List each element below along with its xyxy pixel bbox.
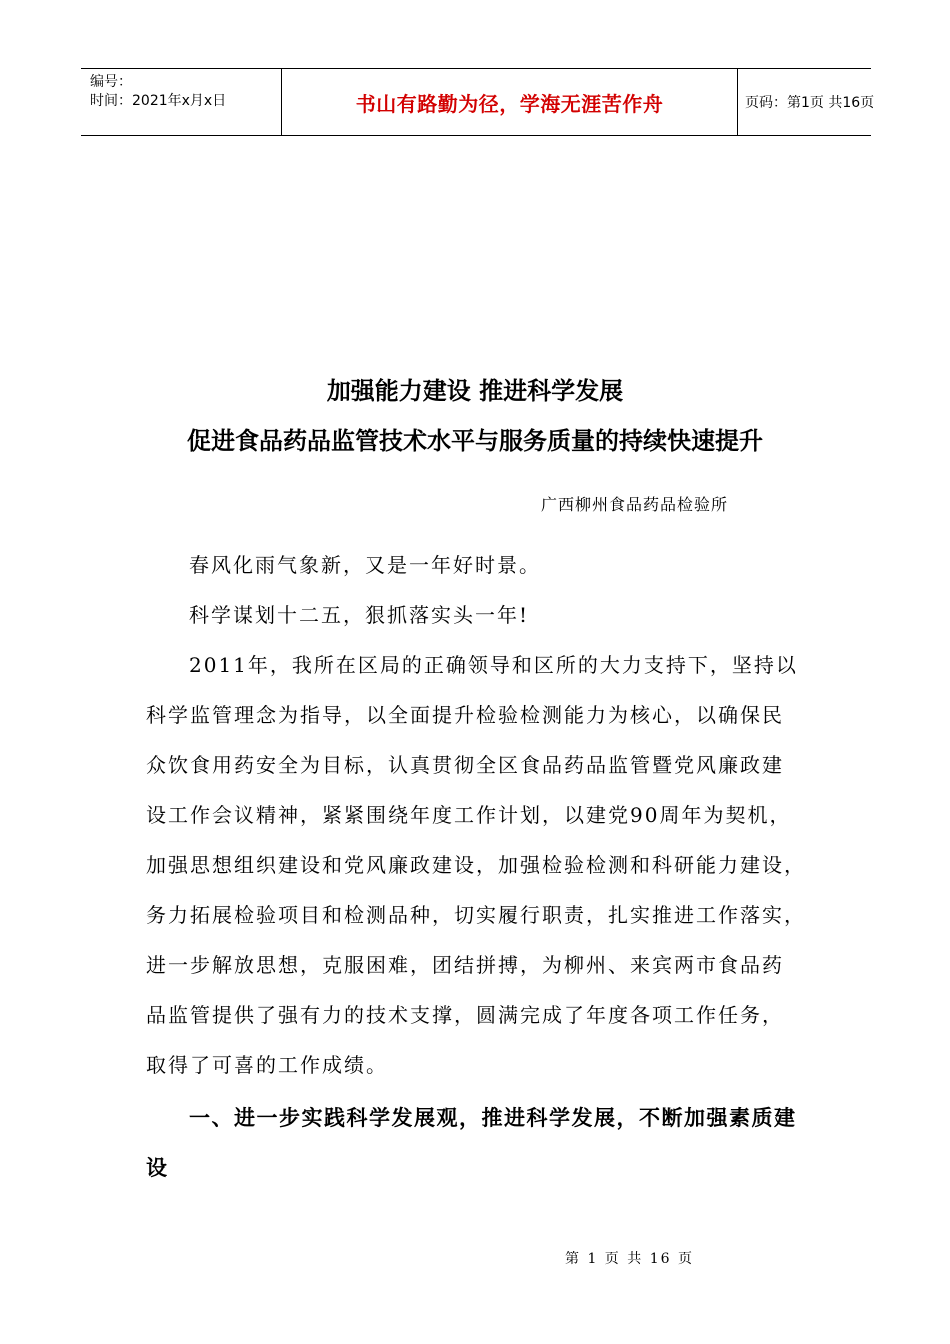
body-line: 务力拓展检验项目和检测品种，切实履行职责，扎实推进工作落实， bbox=[146, 903, 806, 927]
header-page-info: 页码：第1页 共16页 bbox=[745, 95, 875, 111]
serial-label: 编号： bbox=[90, 74, 132, 90]
document-title-line1: 加强能力建设 推进科学发展 bbox=[326, 376, 624, 405]
body-line: 品监管提供了强有力的技术支撑，圆满完成了年度各项工作任务， bbox=[146, 1003, 784, 1027]
header-slogan: 书山有路勤为径，学海无涯苦作舟 bbox=[282, 69, 738, 135]
body-line: 进一步解放思想，克服困难，团结拼搏，为柳州、来宾两市食品药 bbox=[146, 953, 784, 977]
body-line: 取得了可喜的工作成绩。 bbox=[146, 1053, 388, 1077]
body-line: 众饮食用药安全为目标，认真贯彻全区食品药品监管暨党风廉政建 bbox=[146, 753, 784, 777]
body-line: 设工作会议精神，紧紧围绕年度工作计划，以建党90周年为契机， bbox=[146, 803, 792, 827]
body-line: 春风化雨气象新，又是一年好时景。 bbox=[189, 553, 541, 577]
document-author: 广西柳州食品药品检验所 bbox=[541, 495, 729, 514]
document-title-line2: 促进食品药品监管技术水平与服务质量的持续快速提升 bbox=[187, 426, 763, 455]
body-line: 加强思想组织建设和党风廉政建设，加强检验检测和科研能力建设， bbox=[146, 853, 806, 877]
header-meta-cell bbox=[81, 69, 282, 135]
header-table bbox=[81, 68, 875, 136]
time-label: 时间：2021年x月x日 bbox=[90, 93, 227, 109]
body-line: 2011年，我所在区局的正确领导和区所的大力支持下，坚持以 bbox=[189, 653, 798, 677]
section-heading-line2: 设 bbox=[146, 1156, 169, 1180]
footer-page-number: 第 1 页 共 16 页 bbox=[565, 1251, 694, 1267]
section-heading-line1: 一、进一步实践科学发展观，推进科学发展，不断加强素质建 bbox=[189, 1106, 797, 1130]
body-line: 科学监管理念为指导，以全面提升检验检测能力为核心，以确保民 bbox=[146, 703, 784, 727]
body-line: 科学谋划十二五，狠抓落实头一年! bbox=[189, 603, 530, 627]
